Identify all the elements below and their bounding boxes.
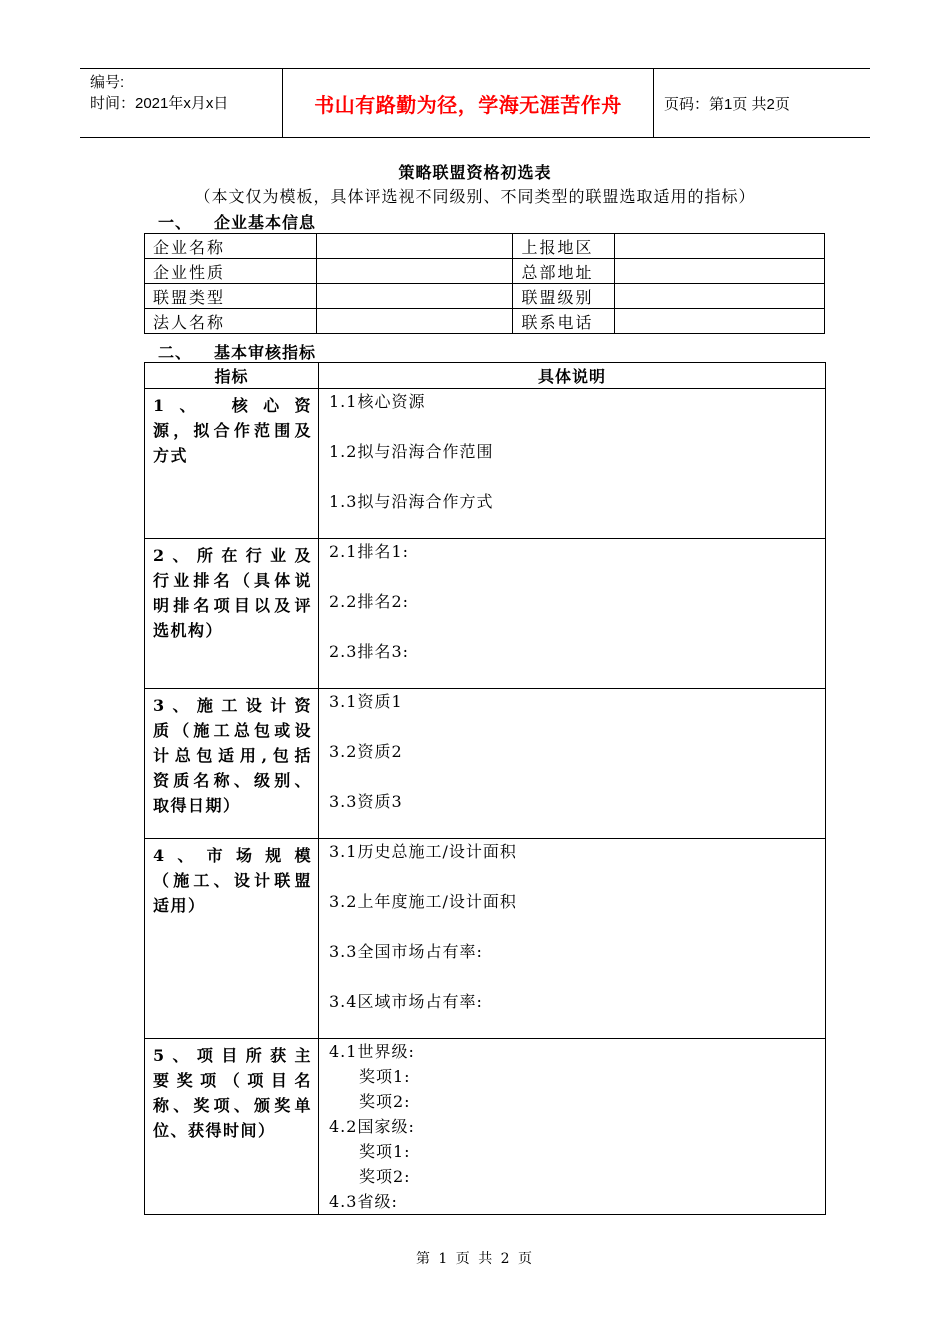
info-value-field[interactable]	[316, 234, 513, 259]
indicator-line: 明排名项目以及评	[153, 596, 312, 615]
document-subtitle: （本文仅为模板，具体评选视不同级别、不同类型的联盟选取适用的指标）	[194, 187, 756, 206]
info-label: 总部地址	[513, 259, 615, 284]
document-title: 策略联盟资格初选表	[398, 163, 552, 182]
date-label: 时间：2021年x月x日	[90, 95, 229, 112]
header-motto: 书山有路勤为径，学海无涯苦作舟	[282, 69, 654, 137]
detail-item: 3.3全国市场占有率:	[329, 942, 483, 961]
detail-item: 2.1排名1:	[329, 542, 410, 561]
info-row	[145, 309, 825, 334]
audit-detail[interactable]	[319, 389, 826, 539]
detail-item: 3.1历史总施工/设计面积	[329, 842, 517, 861]
indicator-line: 2、所在行业及	[153, 546, 312, 565]
audit-detail[interactable]	[319, 1039, 826, 1215]
detail-item: 2.3排名3:	[329, 642, 410, 661]
indicator-line: 行业排名（具体说	[153, 571, 312, 590]
info-row	[145, 284, 825, 309]
indicator-line: 5、项目所获主	[153, 1046, 312, 1065]
info-label: 上报地区	[513, 234, 615, 259]
audit-row	[145, 539, 826, 689]
info-value-field[interactable]	[615, 234, 825, 259]
info-label: 法人名称	[145, 309, 317, 334]
info-value-field[interactable]	[316, 309, 513, 334]
audit-row	[145, 389, 826, 539]
detail-item: 3.3资质3	[329, 792, 403, 811]
detail-list	[329, 1039, 825, 1214]
detail-item: 3.2上年度施工/设计面积	[329, 892, 517, 911]
indicator-line: 质（施工总包或设	[153, 721, 312, 740]
detail-item: 2.2排名2:	[329, 592, 410, 611]
detail-item: 奖项1:	[359, 1067, 411, 1086]
page-header	[80, 68, 870, 138]
info-value-field[interactable]	[615, 309, 825, 334]
audit-row	[145, 1039, 826, 1215]
detail-item: 奖项1:	[359, 1142, 411, 1161]
section-number: 二、	[158, 343, 193, 362]
detail-item: 3.4区域市场占有率:	[329, 992, 483, 1011]
audit-detail[interactable]	[319, 689, 826, 839]
section-heading-basic-info	[158, 210, 316, 233]
page-footer: 第 1 页 共 2 页	[415, 1251, 535, 1267]
detail-list	[329, 677, 825, 827]
indicator-line: 要奖项（项目名	[153, 1071, 312, 1090]
audit-indicator	[145, 1039, 319, 1215]
indicator-line: 选机构）	[153, 621, 224, 640]
info-label: 联盟级别	[513, 284, 615, 309]
info-value-field[interactable]	[615, 284, 825, 309]
audit-row	[145, 689, 826, 839]
audit-indicator	[145, 689, 319, 839]
detail-item: 1.3拟与沿海合作方式	[329, 492, 494, 511]
detail-item: 3.1资质1	[329, 692, 403, 711]
detail-item: 1.1核心资源	[329, 392, 426, 411]
section-number: 一、	[158, 213, 193, 232]
indicator-line: 资质名称、级别、	[153, 771, 312, 790]
detail-list	[329, 377, 825, 527]
detail-item: 奖项2:	[359, 1167, 411, 1186]
info-value-field[interactable]	[316, 259, 513, 284]
detail-item: 4.3省级:	[329, 1192, 398, 1211]
header-meta	[80, 69, 282, 137]
detail-item: 4.2国家级:	[329, 1117, 415, 1136]
basic-info-table	[144, 233, 825, 334]
detail-item: 奖项2:	[359, 1092, 411, 1111]
detail-item: 3.2资质2	[329, 742, 403, 761]
info-row	[145, 234, 825, 259]
audit-detail[interactable]	[319, 839, 826, 1039]
audit-header-indicator: 指标	[145, 363, 319, 389]
info-label: 联系电话	[513, 309, 615, 334]
header-page-label: 页码：第1页 共2页	[664, 95, 790, 113]
indicator-line: 称、奖项、颁奖单	[153, 1096, 312, 1115]
audit-header-detail: 具体说明	[319, 363, 826, 389]
audit-table	[144, 362, 826, 1215]
indicator-line: 计总包适用,包括	[153, 746, 312, 765]
info-value-field[interactable]	[615, 259, 825, 284]
audit-detail[interactable]	[319, 539, 826, 689]
detail-list	[329, 827, 825, 1027]
info-label: 联盟类型	[145, 284, 317, 309]
indicator-line: （施工、设计联盟	[153, 871, 312, 890]
indicator-line: 位、获得时间）	[153, 1121, 276, 1140]
code-label: 编号:	[90, 74, 125, 91]
indicator-line: 1、 核心资	[153, 396, 312, 415]
info-label: 企业性质	[145, 259, 317, 284]
indicator-line: 方式	[153, 446, 189, 465]
indicator-line: 3、施工设计资	[153, 696, 312, 715]
info-value-field[interactable]	[316, 284, 513, 309]
audit-indicator	[145, 389, 319, 539]
section-label: 基本审核指标	[214, 343, 317, 362]
indicator-line: 4、市场规模	[153, 846, 312, 865]
audit-row	[145, 839, 826, 1039]
detail-item: 1.2拟与沿海合作范围	[329, 442, 494, 461]
indicator-line: 取得日期）	[153, 796, 241, 815]
info-row	[145, 259, 825, 284]
info-label: 企业名称	[145, 234, 317, 259]
section-heading-audit	[158, 340, 316, 363]
indicator-line: 适用）	[153, 896, 206, 915]
audit-indicator	[145, 539, 319, 689]
audit-indicator	[145, 839, 319, 1039]
section-label: 企业基本信息	[214, 213, 317, 232]
detail-list	[329, 527, 825, 677]
indicator-line: 源，拟合作范围及	[153, 421, 312, 440]
detail-item: 4.1世界级:	[329, 1042, 415, 1061]
